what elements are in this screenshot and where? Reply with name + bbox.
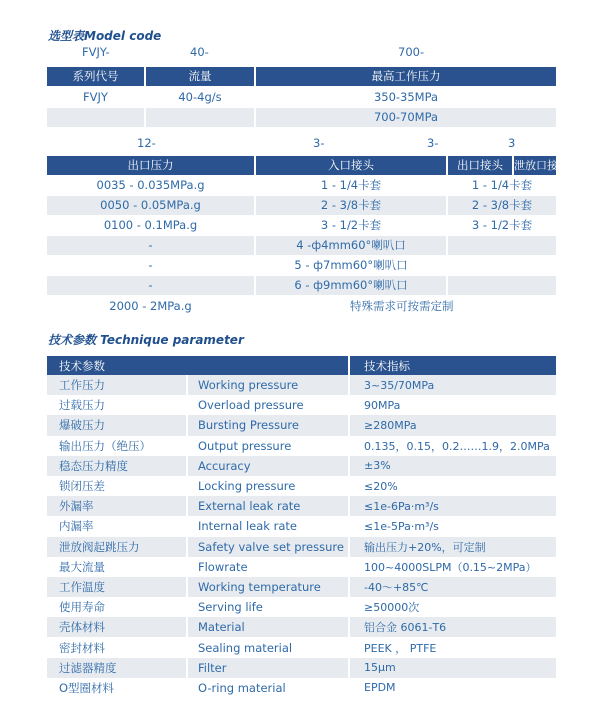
table2-row — [47, 216, 556, 235]
param-row — [47, 658, 556, 678]
table2-row — [47, 276, 556, 295]
param-name-cn: 爆破压力 — [59, 418, 105, 433]
table2-row — [47, 196, 556, 215]
cell-inlet-fitting: 2 - 3/8卡套 — [320, 198, 382, 212]
param-name-en: Sealing material — [198, 640, 293, 655]
param-title: 技术参数 Technique parameter — [48, 333, 244, 347]
cell-outlet-pressure: 2000 - 2MPa.g — [109, 299, 192, 313]
code-outlet-fitting: 3- — [427, 136, 439, 150]
param-name-en: Accuracy — [198, 458, 251, 473]
param-value: ≥50000次 — [364, 601, 420, 615]
cell-outlet-fitting: 3 - 1/2卡套 — [471, 218, 533, 232]
param-name-cn: 工作压力 — [59, 378, 105, 393]
cell-outlet-pressure: 0100 - 0.1MPa.g — [103, 218, 198, 232]
param-row — [47, 436, 556, 456]
param-name-cn: 内漏率 — [59, 519, 94, 534]
table2-row — [47, 297, 556, 316]
header-outlet-fitting: 出口接头 — [457, 158, 503, 172]
cell-outlet-fitting: 1 - 1/4卡套 — [471, 178, 533, 192]
header-vent-fitting: 泄放口接头 — [514, 159, 569, 172]
table2-row — [47, 256, 556, 275]
param-name-en: Working pressure — [198, 378, 299, 393]
header-series-code: 系列代号 — [72, 69, 119, 83]
cell-outlet-pressure: - — [148, 278, 153, 292]
param-value: 输出压力+20%，可定制 — [364, 540, 486, 554]
param-name-cn: 锁闭压差 — [59, 479, 105, 494]
param-name-en: Working temperature — [198, 579, 321, 594]
param-row — [47, 577, 556, 597]
param-value: -40～+85℃ — [364, 580, 429, 594]
param-row — [47, 456, 556, 476]
model-code-title: 选型表Model code — [48, 29, 162, 43]
param-row — [47, 537, 556, 557]
param-row — [47, 637, 556, 657]
cell-inlet-fitting: 5 - ф7mm60°喇叭口 — [294, 258, 408, 272]
param-name-en: External leak rate — [198, 499, 301, 514]
table2-row — [47, 236, 556, 255]
param-name-cn: 最大流量 — [59, 559, 105, 574]
param-row — [47, 678, 556, 698]
param-name-en: Overload pressure — [198, 398, 304, 413]
param-row — [47, 516, 556, 536]
header-max-pressure: 最高工作压力 — [371, 69, 441, 83]
table1-row — [47, 108, 556, 127]
cell-inlet-fitting: 4 -ф4mm60°喇叭口 — [296, 238, 406, 252]
table2-header — [47, 156, 569, 175]
cell-flow: 40-4g/s — [178, 90, 222, 104]
param-value: ≤1e-6Pa·m³/s — [364, 499, 439, 513]
param-name-en: Output pressure — [198, 438, 292, 453]
cell-inlet-fitting: 3 - 1/2卡套 — [320, 218, 382, 232]
param-value: 90MPa — [364, 398, 401, 412]
param-name-en: Material — [198, 620, 245, 635]
param-table — [47, 356, 556, 698]
table2-row — [47, 176, 556, 195]
param-name-en: Bursting Pressure — [198, 418, 299, 433]
param-name-cn: 输出压力（绝压） — [59, 438, 151, 453]
cell-inlet-fitting: 6 - ф9mm60°喇叭口 — [294, 278, 408, 292]
param-name-en: Filter — [198, 660, 227, 675]
cell-outlet-fitting: 2 - 3/8卡套 — [471, 198, 533, 212]
param-value: EPDM — [364, 681, 396, 695]
param-row — [47, 496, 556, 516]
cell-outlet-pressure: 0050 - 0.05MPa.g — [100, 198, 201, 212]
header-inlet-fitting: 入口接头 — [328, 158, 374, 172]
param-name-en: O-ring material — [198, 680, 286, 695]
code-outlet-pressure: 12- — [137, 136, 156, 150]
cell-outlet-pressure: - — [148, 238, 153, 252]
header-parameter: 技术参数 — [59, 358, 105, 373]
code-inlet-fitting: 3- — [313, 136, 325, 150]
param-name-cn: 过滤器精度 — [59, 660, 117, 675]
param-value: 3~35/70MPa — [364, 378, 435, 392]
cell-inlet-fitting: 1 - 1/4卡套 — [320, 178, 382, 192]
param-name-cn: 密封材料 — [59, 640, 105, 655]
param-name-cn: 工作温度 — [59, 579, 105, 594]
code-pressure: 700- — [398, 45, 425, 59]
param-value: ±3% — [364, 459, 391, 473]
header-outlet-pressure: 出口压力 — [127, 158, 174, 172]
cell-series: FVJY — [83, 90, 108, 104]
param-name-cn: 壳体材料 — [59, 620, 105, 635]
param-value: PEEK ， PTFE — [364, 641, 437, 655]
param-name-cn: 使用寿命 — [59, 600, 105, 615]
param-name-en: Serving life — [198, 600, 263, 615]
cell-custom-note: 特殊需求可按需定制 — [350, 299, 454, 313]
param-row — [47, 395, 556, 415]
param-value: ≤1e-5Pa·m³/s — [364, 519, 439, 533]
param-name-en: Safety valve set pressure — [198, 539, 344, 554]
param-value: ≤20% — [364, 479, 398, 493]
cell-outlet-pressure: - — [148, 258, 153, 272]
param-name-en: Flowrate — [198, 559, 248, 574]
table1-row — [47, 88, 556, 107]
cell-outlet-pressure: 0035 - 0.035MPa.g — [96, 178, 205, 192]
param-row — [47, 557, 556, 577]
cell-pressure: 700-70MPa — [373, 110, 439, 124]
param-row — [47, 617, 556, 637]
param-value: 15μm — [364, 661, 396, 675]
param-name-cn: 外漏率 — [59, 499, 94, 514]
table1-header — [47, 67, 556, 86]
param-row — [47, 375, 556, 395]
param-name-en: Internal leak rate — [198, 519, 297, 534]
param-value: ≥280MPa — [364, 418, 417, 432]
param-name-cn: 泄放阀起跳压力 — [59, 539, 140, 554]
param-row — [47, 597, 556, 617]
param-row — [47, 476, 556, 496]
param-table-header — [47, 356, 556, 375]
param-value: 100~4000SLPM（0.15~2MPa） — [364, 560, 537, 574]
header-specification: 技术指标 — [364, 358, 410, 373]
param-value: 铝合金 6061-T6 — [364, 621, 447, 635]
param-name-cn: 过载压力 — [59, 398, 105, 413]
code-series: FVJY- — [82, 45, 110, 59]
cell-pressure: 350-35MPa — [373, 90, 439, 104]
code-flow: 40- — [190, 45, 209, 59]
code-vent-fitting: 3 — [508, 136, 516, 150]
param-name-cn: O型圈材料 — [59, 680, 115, 695]
param-row — [47, 415, 556, 435]
param-value: 0.135，0.15，0.2……1.9，2.0MPa — [364, 439, 550, 453]
param-name-cn: 稳态压力精度 — [59, 458, 128, 473]
param-name-en: Locking pressure — [198, 479, 296, 494]
header-flow: 流量 — [188, 69, 212, 83]
